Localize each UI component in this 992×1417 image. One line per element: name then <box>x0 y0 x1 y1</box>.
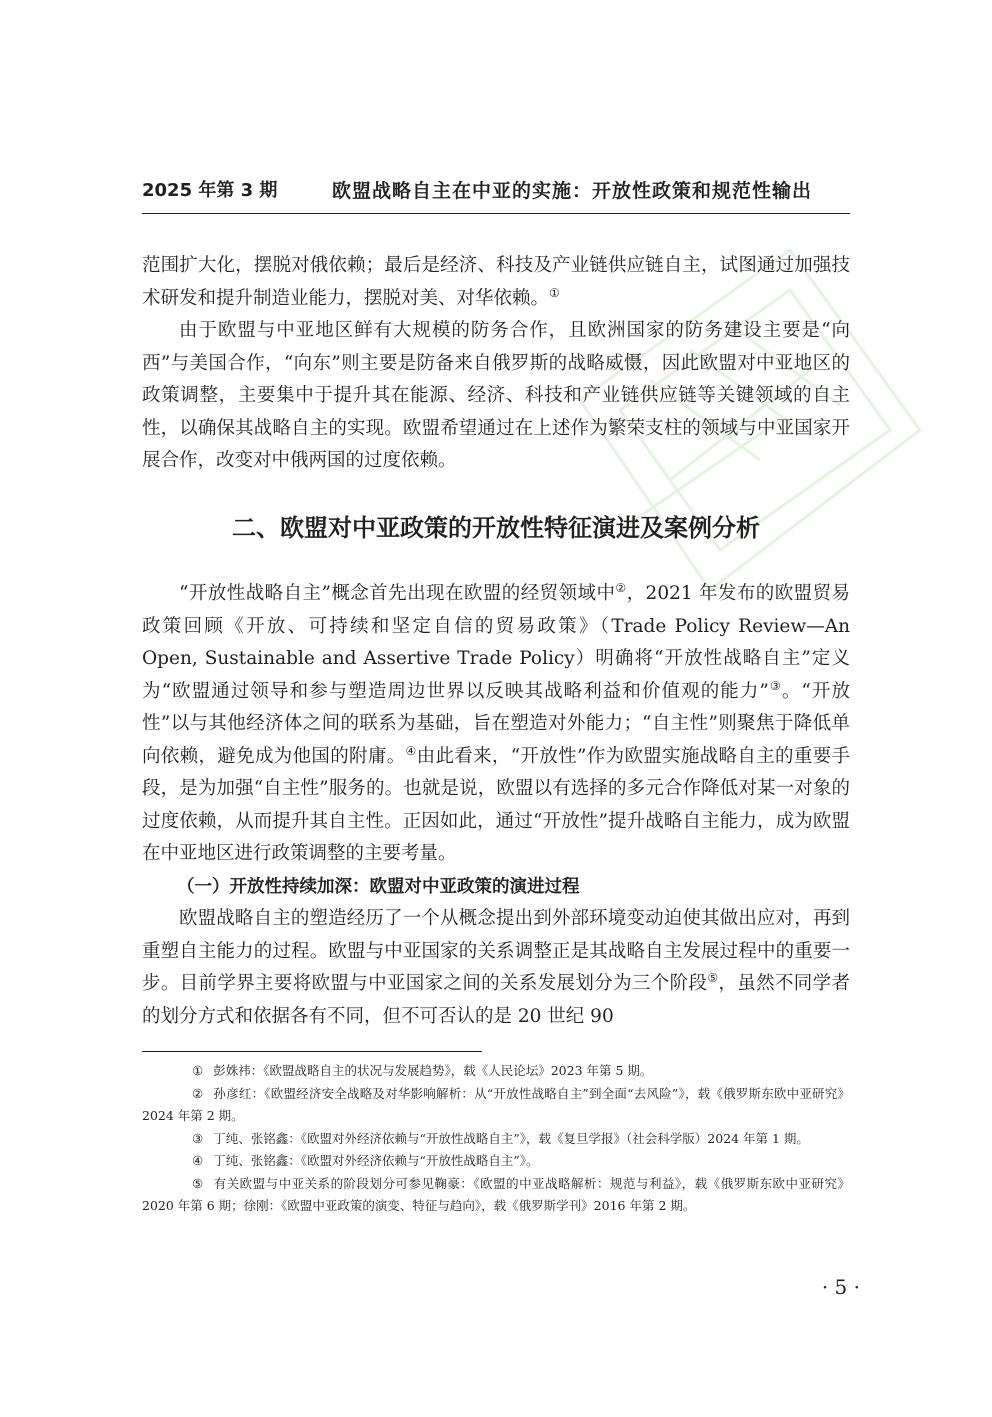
body-block-top <box>142 250 850 478</box>
footnote-text: 丁纯、张铭鑫：《欧盟对外经济依赖与“开放性战略自主”》。 <box>213 1153 539 1168</box>
footnote-mark: ④ <box>192 1153 204 1168</box>
footnote-mark: ② <box>192 1085 204 1101</box>
paragraph-text: 。“开放性”以与其他经济体之间的联系为基础，旨在塑造对外能力；“自主性”则聚焦于降低单向依赖，避免成为他国的附庸。 <box>142 680 851 767</box>
paragraph-text: 由于欧盟与中亚地区鲜有大规模的防务合作，且欧洲国家的防务建设主要是“向西”与美国合作，“向东”则主要是防备来自俄罗斯的战略威慑，因此欧盟对中亚地区的政策调整，主要集中于提升其在能源、经济、科技和产业链供应链等关键领域的自主性，以确保其战略自主的实现。欧盟希望通过在上述作为繁荣支柱的领域与中亚国家开展合作，改变对中俄两国的过度依赖。 <box>142 320 850 471</box>
footnote-rule <box>142 1051 482 1052</box>
footnote-ref[interactable]: ④ <box>405 743 417 758</box>
paragraph-text: 由此看来，“开放性”作为欧盟实施战略自主的重要手段，是为加强“自主性”服务的。也就是说，欧盟以有选择的多元合作降低对某一对象的过度依赖，从而提升其自主性。正因如此，通过“开放性”提升战略自主能力，成为欧盟在中亚地区进行政策调整的主要考量。 <box>142 745 851 864</box>
paragraph <box>142 315 850 478</box>
footnote-mark: ③ <box>192 1130 204 1146</box>
paragraph <box>142 578 850 871</box>
footnote-ref[interactable]: ③ <box>768 678 782 693</box>
footnote-mark: ⑤ <box>192 1175 204 1191</box>
paragraph-text: 范围扩大化，摆脱对俄依赖；最后是经济、科技及产业链供应链自主，试图通过加强技术研发和提升制造业能力，摆脱对美、对华依赖。 <box>142 255 850 309</box>
footnote-text: 彭姝祎：《欧盟战略自主的状况与发展趋势》，载《人民论坛》2023 年第 5 期。 <box>213 1063 653 1078</box>
subsection-heading: （一）开放性持续加深：欧盟对中亚政策的演进过程 <box>177 876 580 897</box>
footnote-text: 有关欧盟与中亚关系的阶段划分可参见鞠豪：《欧盟的中亚战略解析：规范与利益》，载《俄罗斯东欧中亚研究》2020 年第 6 期；徐刚：《欧盟中亚政策的演变、特征与趋向》，载《俄罗斯学刊》2016 年第 2 期。 <box>142 1175 850 1213</box>
footnote-ref[interactable]: ① <box>549 285 560 300</box>
header-rule <box>142 213 850 214</box>
paragraph-text: “开放性战略自主”概念首先出现在欧盟的经贸领域中 <box>179 583 616 604</box>
footnote-mark: ① <box>192 1063 204 1078</box>
running-header <box>142 176 850 210</box>
paragraph-text: 欧盟战略自主的塑造经历了一个从概念提出到外部环境变动迫使其做出应对，再到重塑自主能力的过程。欧盟与中亚国家的关系调整正是其战略自主发展过程中的重要一步。目前学界主要将欧盟与中亚国家之间的关系发展划分为三个阶段 <box>142 908 850 994</box>
page-number: · 5 · <box>821 1275 860 1299</box>
paragraph <box>142 250 850 315</box>
footnote <box>142 1060 850 1083</box>
footnote <box>142 1128 850 1151</box>
footnote-text: 孙彦红：《欧盟经济安全战略及对华影响解析：从“开放性战略自主”到全面“去风险”》，载《俄罗斯东欧中亚研究》2024 年第 2 期。 <box>142 1085 850 1123</box>
article-title: 欧盟战略自主在中亚的实施：开放性政策和规范性输出 <box>331 180 812 202</box>
footnote-ref[interactable]: ⑤ <box>707 970 719 985</box>
paragraph-text: ，虽然不同学者的划分方式和依据各有不同，但不可否认的是 20 世纪 90 <box>142 973 850 1027</box>
footnote <box>142 1150 850 1173</box>
section-heading: 二、欧盟对中亚政策的开放性特征演进及案例分析 <box>232 514 760 542</box>
footnotes <box>142 1060 850 1218</box>
body-block-section <box>142 578 850 1033</box>
footnote <box>142 1083 850 1128</box>
footnote-ref[interactable]: ② <box>615 580 627 595</box>
paragraph-text: ，2021 年发布的欧盟贸易政策回顾《开放、可持续和坚定自信的贸易政策》（Trade Policy Review—An Open, Sustainable and Assertive Trade Policy）明确将“开放性战略自主”定义为“欧盟通过领导和参与塑造周边世界以反映其战略利益和价值观的能力” <box>142 583 851 702</box>
footnote <box>142 1173 850 1218</box>
journal-issue: 2025 年第 3 期 <box>142 180 278 201</box>
paragraph <box>142 903 850 1033</box>
footnote-text: 丁纯、张铭鑫：《欧盟对外经济依赖与“开放性战略自主”》，载《复旦学报》（社会科学版）2024 年第 1 期。 <box>213 1130 809 1146</box>
